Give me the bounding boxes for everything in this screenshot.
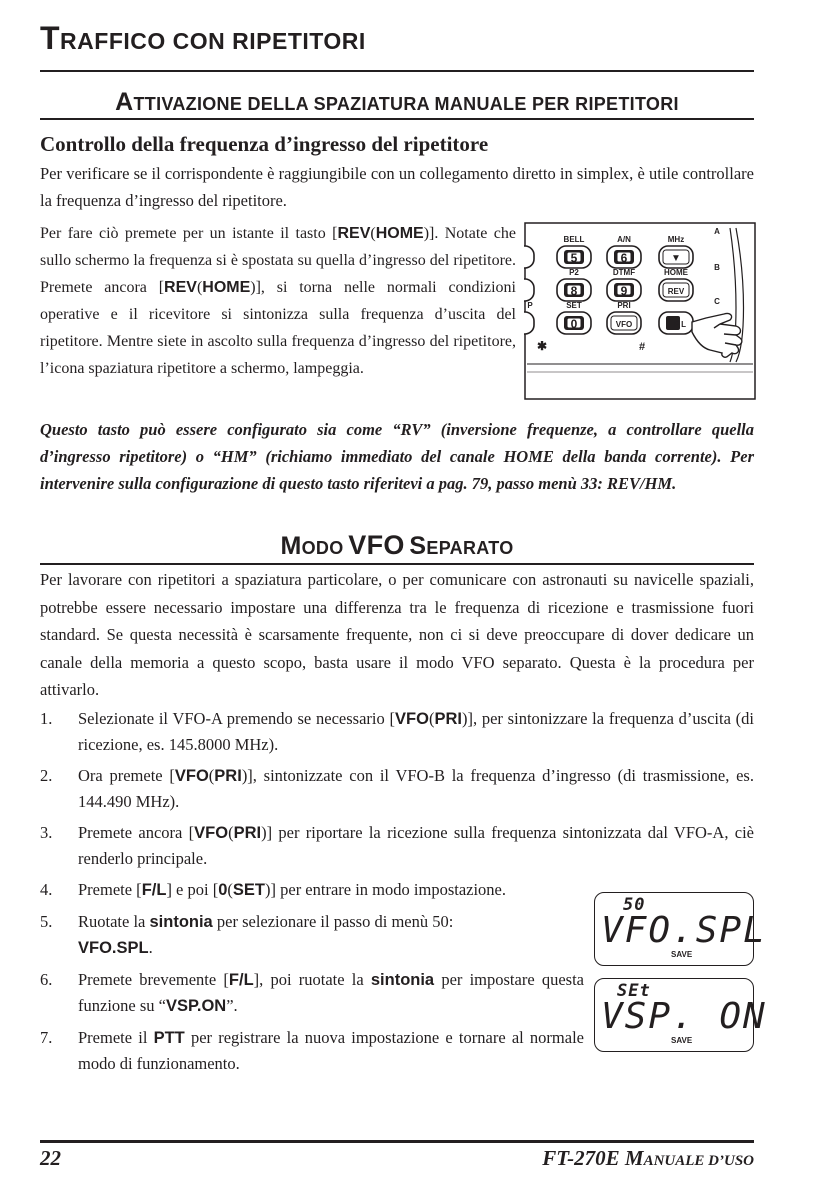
key-6-label: 6: [620, 251, 628, 265]
side-letter-a: A: [714, 227, 720, 236]
section2-heading-vfo: VFO: [348, 530, 405, 560]
lcd1-save-label: SAVE: [671, 950, 693, 959]
header-title-initial: T: [40, 20, 61, 56]
set-key-label: SET: [232, 881, 265, 899]
step-2: 2. Ora premete [VFO(PRI)], sintonizzate con il VFO-B la frequenza d’ingresso (di trasmissione, es. 144.490 MHz).: [40, 766, 754, 811]
label-dtmf: DTMF: [612, 268, 636, 277]
hash-symbol: #: [638, 341, 646, 353]
footer-manual-rest: ANUALE D’USO: [643, 1153, 754, 1169]
menu-vfo-spl-label: VFO.SPL: [78, 939, 149, 957]
step-6: 6. Premete brevemente [F/L], poi ruotate la sintonia per impostare questa funzione su “VSP.ON”.: [40, 970, 584, 1015]
section1-rule: [40, 118, 754, 120]
vsp-on-label: VSP.ON: [165, 997, 227, 1015]
footer-model: FT-270E: [542, 1146, 625, 1170]
header-rule: [40, 70, 754, 72]
page-header: [40, 20, 366, 57]
lcd-display-vsp-on: [594, 978, 767, 1052]
step-1: 1. Selezionate il VFO-A premendo se necessario [VFO(PRI)], per sintonizzare la frequenza d’uscita (di ricezione, es. 145.8000 MHz).: [40, 709, 754, 754]
label-an: A/N: [617, 235, 631, 244]
section1-para2: Per fare ciò premete per un istante il tasto [REV(HOME)]. Notate che sullo schermo la frequenza si è spostata su quella d’ingresso del ripetitore. Premete ancora [REV(HOME)], si torna nelle normali condizioni operative e il ricevitore si sintonizza sulla frequenza d’uscita del ripetitore. Mentre siete in ascolto sulla frequenza d’ingresso del ripetitore, l’icona spaziatura ripetitore a schermo, lampeggia.: [40, 225, 517, 377]
section2-rule: [40, 563, 754, 565]
step-5: 5. Ruotate la sintonia per selezionare il passo di menù 50: VFO.SPL.: [40, 912, 454, 957]
section2-heading-initial-2: S: [409, 532, 427, 560]
key-down-label: ▼: [671, 253, 681, 264]
section2-intro: Per lavorare con ripetitori a spaziatura particolare, o per comunicare con astronauti su navicelle spaziali, potrebbe essere necessario impostare una differenza tra le frequenza di ricezione e trasmissione fuori standard. Se questa necessità è scarsamente frequente, non ci si deve preoccupare di dover dedicare un canale della memoria a questo scopo, basta usare il modo VFO separato. Questa è la procedura per attivarlo.: [40, 570, 754, 699]
pri-key-label: PRI: [233, 824, 262, 842]
key-fl-label: F L: [674, 320, 686, 329]
footer-rule: [40, 1140, 754, 1143]
step-3: 3. Premete ancora [VFO(PRI)] per riportare la ricezione sulla frequenza sintonizzata dal VFO-A, ciè renderlo principale.: [40, 823, 754, 868]
label-home: HOME: [664, 268, 688, 277]
left-letter-p: P: [527, 301, 533, 310]
page-number: 22: [40, 1146, 61, 1170]
key-0-label: 0: [570, 317, 578, 331]
para2-text-b: ]. Notate che sullo schermo la frequenza si è spostata su quella d’ingresso del ripetitore. Premete ancora [: [40, 225, 517, 296]
lcd1-menu-number: 50: [623, 895, 646, 915]
section2-heading-initial: M: [280, 532, 302, 560]
para2-text-c: ], si torna nelle normali condizioni operative e il ricevitore si sintonizza sulla frequenza d’uscita del ripetitore. Mentre siete in ascolto sulla frequenza d’ingresso del ripetitore, l’icona spaziatura ripetitore a schermo, lampeggia.: [40, 279, 516, 377]
fl-key-label: F/L: [228, 971, 254, 989]
side-letter-c: C: [714, 297, 720, 306]
lcd2-top-text: SEt: [617, 981, 651, 1001]
section1-subtitle: Controllo della frequenza d’ingresso del ripetitore: [40, 132, 489, 156]
key-8-label: 8: [570, 284, 578, 298]
vfo-key-label: VFO: [194, 824, 229, 842]
label-set: SET: [566, 301, 582, 310]
zero-key-label: 0: [218, 881, 228, 899]
key-rev-label: REV: [667, 287, 685, 296]
lcd2-main-text: VSP. ON: [601, 996, 767, 1037]
dial-label: sintonia: [370, 971, 435, 989]
key-5-label: 5: [570, 251, 578, 265]
header-title-rest: RAFFICO CON RIPETITORI: [60, 28, 366, 54]
dial-label: sintonia: [149, 913, 213, 931]
home-key-label: HOME: [375, 225, 424, 242]
label-mhz: MHz: [667, 235, 685, 244]
section1-note: Questo tasto può essere configurato sia come “RV” (inversione frequenze, a controllare quella d’ingresso ripetitore) o “HM” (richiamo immediato del canale HOME della banda corrente). Per intervenire sulla configurazione di questo tasto riferitevi a pag. 79, passo menù 33: REV/HM.: [40, 420, 754, 493]
footer-manual-initial: M: [624, 1146, 644, 1170]
section2-heading: [40, 530, 754, 561]
rev-key-label: REV: [337, 225, 371, 242]
step-4: 4. Premete [F/L] e poi [0(SET)] per entrare in modo impostazione.: [40, 880, 506, 899]
section1-intro: Per verificare se il corrispondente è raggiungibile con un collegamento diretto in simplex, è utile controllare la frequenza d’ingresso del ripetitore.: [40, 164, 754, 210]
keypad-illustration: [524, 222, 756, 400]
ptt-key-label: PTT: [153, 1029, 185, 1047]
section2-heading-word: ODO: [301, 538, 344, 558]
section1-heading: [40, 88, 754, 117]
lcd-display-vfo-spl: [594, 892, 767, 966]
section2-heading-rest: EPARATO: [426, 538, 514, 558]
label-bell: BELL: [563, 235, 585, 244]
para2-text-a: Per fare ciò premete per un istante il tasto [: [40, 225, 338, 242]
lcd2-save-label: SAVE: [671, 1036, 693, 1045]
vfo-key-label: VFO: [174, 767, 209, 785]
footer-manual-title: [542, 1146, 754, 1171]
vfo-key-label: VFO: [395, 710, 429, 728]
key-9-label: 9: [620, 284, 628, 298]
pri-key-label: PRI: [214, 767, 242, 785]
star-symbol: ✱: [536, 339, 548, 353]
lcd1-main-text: VFO.SPL: [601, 910, 767, 951]
fl-key-label: F/L: [141, 881, 167, 899]
pri-key-label: PRI: [434, 710, 462, 728]
key-vfo-label: VFO: [615, 320, 633, 329]
section1-heading-rest: TTIVAZIONE DELLA SPAZIATURA MANUALE PER RIPETITORI: [133, 94, 679, 114]
label-pri: PRI: [617, 301, 631, 310]
label-p2: P2: [569, 268, 579, 277]
step-7: 7. Premete il PTT per registrare la nuova impostazione e tornare al normale modo di funzionamento.: [40, 1028, 584, 1073]
side-letter-b: B: [714, 263, 720, 272]
rev-key-label-2: REV: [164, 279, 197, 296]
home-key-label-2: HOME: [202, 279, 251, 296]
section1-heading-initial: A: [115, 88, 134, 116]
